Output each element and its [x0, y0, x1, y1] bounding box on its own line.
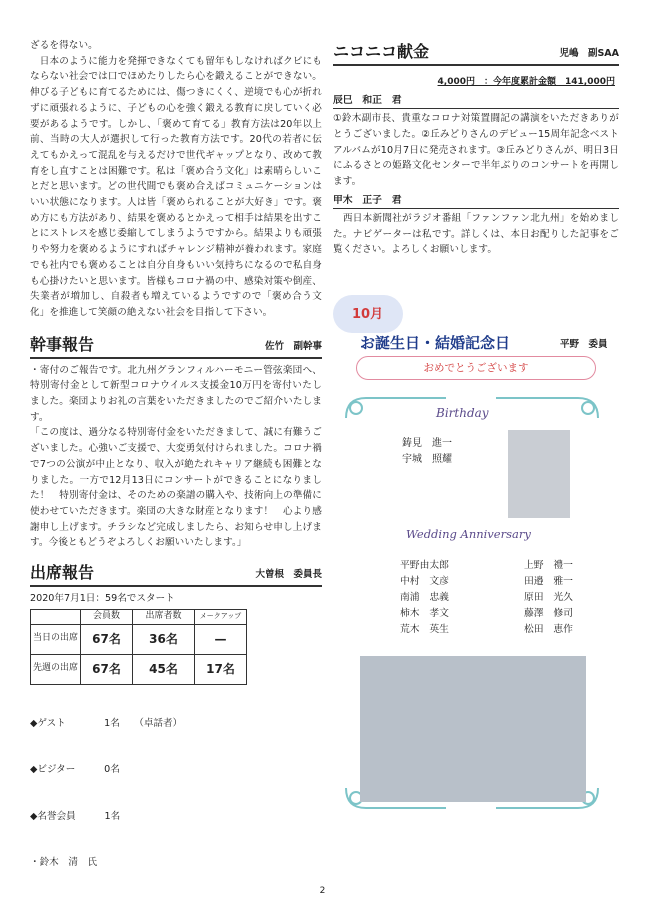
wedding-names-right — [524, 558, 573, 638]
birthday-photo — [508, 430, 570, 518]
attendance-notes — [30, 685, 322, 902]
table-cell: — — [195, 624, 247, 654]
wedding-name: 南浦 忠義 — [400, 592, 449, 603]
attendance-date: 2020年7月1日：59名でスタート — [30, 593, 175, 605]
niko-total: 4,000円 ：今年度累計金額 141,000円 — [437, 77, 615, 87]
table-header: 会員数 — [81, 609, 133, 624]
table-header-row — [31, 609, 247, 624]
table-cell: 当日の出席 — [31, 624, 81, 654]
birthday-label: Birthday — [436, 406, 489, 420]
birthday-names — [402, 436, 452, 468]
niko-title: ニコニコ献金 — [333, 42, 430, 61]
note-line: ◆ゲスト 1名 （卓話者） — [30, 717, 183, 729]
table-cell: 17名 — [195, 654, 247, 684]
note-line: ◆ビジター 0名 — [30, 764, 120, 776]
kanji-text — [30, 363, 322, 551]
kanji-header — [30, 335, 322, 359]
birthday-name: 宇城 照耀 — [402, 454, 452, 465]
table-cell: 先週の出席 — [31, 654, 81, 684]
attendance-author: 大曽根 委員長 — [255, 569, 322, 581]
essay-paragraph: 日本のように能力を発揮できなくても留年もしなければクビにもならない社会では口でほめたりしたら心を鍛えることができない。伸びる子どもに育てるためには、傷つきにくく、逆境でも心が折れずに頑張れるように、子どもの心を強く鍛える教育に戻していく必要があるようです。しかし、「褒めて育てる」教育方法は20年以上前、当時の大人が選択して行った教育方法です。20代の若者に伝えてもかえって混乱を与えるだけで世代ギャップとなり、改めて教育をし直すことは困難です。私は「褒め合う文化」は素晴らしいことだと思います。どの世代間でも褒め合えばコミュニケーションはいい状態になります。人は皆「褒められることが大好き」です。褒め方にも方法があり、結果を褒めるとかえって相手は結果を出すことにストレスを感じ委縮してしまうようですから。結果よりも頑張りや努力を褒めるようにすればチャレンジ精神が養われます。家庭でも社内でも褒めることは自分自身もいい気持ちになるので私自身も心掛けたいと思います。皆様もコロナ禍の中、感染対策や倒産、失業者が増加し、自殺者も増えているようですので「褒め合う文化」を推進して笑顔の絶えない社会を目指して下さい。 — [30, 55, 322, 318]
entry-name: 辰巳 和正 君 — [333, 94, 402, 106]
page-number: 2 — [319, 886, 326, 896]
table-cell: 45名 — [133, 654, 195, 684]
wedding-names-left — [400, 558, 449, 638]
attendance-section — [30, 563, 322, 901]
birthday-author: 平野 委員 — [560, 339, 608, 350]
birthday-title: お誕生日・結婚記念日 — [360, 334, 511, 352]
birthday-name: 鋳見 進一 — [402, 438, 452, 449]
table-cell: 36名 — [133, 624, 195, 654]
essay-text — [30, 38, 322, 321]
kanji-section — [30, 335, 322, 551]
attendance-header — [30, 563, 322, 587]
wedding-label: Wedding Anniversary — [406, 527, 531, 541]
niko-entry-text: 西日本新聞社がラジオ番組「ファンファン北九州」を始めました。ナビゲーターは私です。詳しくは、本日お配りした記事をご覧ください。よろしくお願いします。 — [333, 212, 619, 256]
note-line: ・鈴木 清 氏 — [30, 857, 98, 869]
wedding-name: 柿木 孝文 — [400, 608, 449, 619]
table-header — [31, 609, 81, 624]
niko-author: 児嶋 副SAA — [559, 48, 619, 60]
table-cell: 67名 — [81, 654, 133, 684]
niko-entry-name — [333, 193, 619, 209]
niko-entry-name — [333, 93, 619, 109]
celebration-frame — [336, 388, 608, 818]
entry-name: 甲木 正子 君 — [333, 194, 402, 206]
table-cell: 67名 — [81, 624, 133, 654]
wedding-name: 中村 文彦 — [400, 576, 449, 587]
greeting-banner: おめでとうございます — [356, 356, 596, 380]
table-header: 出席者数 — [133, 609, 195, 624]
wedding-name: 荒木 英生 — [400, 624, 449, 635]
table-row — [31, 654, 247, 684]
niko-header — [333, 42, 619, 66]
wedding-name: 松田 恵作 — [524, 624, 573, 635]
left-column — [30, 38, 322, 902]
right-column — [333, 38, 619, 258]
wedding-name: 田邉 雅一 — [524, 576, 573, 587]
wedding-name: 原田 光久 — [524, 592, 573, 603]
attendance-title: 出席報告 — [30, 563, 95, 583]
birthday-month: 10月 — [352, 307, 384, 322]
table-row — [31, 624, 247, 654]
note-line: ◆名誉会員 1名 — [30, 810, 121, 822]
kanji-title: 幹事報告 — [30, 334, 95, 354]
niko-entry-text: ①鈴木副市長、貴重なコロナ対策置闘記の講演をいただきありがとうございました。②丘みどりさんのデビュー15周年記念ベストアルバムが10月7日に発売されます。③丘みどりさんが、明日3日にふるさとの姫路文化センターで半年ぶりのコンサートを再開します。 — [333, 113, 619, 187]
essay-line-1: ざるを得ない。 — [30, 40, 98, 51]
wedding-photo — [360, 656, 586, 802]
kanji-paragraph-1: ・寄付のご報告です。北九州グランフィルハーモニー管弦楽団へ、特別寄付金として新型コロナウイルス支援金10万円を寄付いたしました。楽団よりお礼の言葉をいただきましたのでご紹介いたします。 — [30, 364, 322, 423]
wedding-name: 上野 禮一 — [524, 560, 573, 571]
kanji-author: 佐竹 副幹事 — [264, 340, 322, 352]
wedding-name: 平野由太郎 — [400, 560, 449, 571]
table-header: メークアップ — [195, 609, 247, 624]
wedding-name: 藤澤 修司 — [524, 608, 573, 619]
attendance-table — [30, 609, 247, 685]
kanji-paragraph-2: 「この度は、過分なる特別寄付金をいただきまして、誠に有難うございました。心強いご支援で、大変勇気付けられました。コロナ禍で7つの公演が中止となり、収入が絶たれキャリア継続も困難となりました。一方で12月13日にコンサートができることになりました！ 特別寄付金は、そのための楽譜の購入や、技術向上の準備に使わせていただきます。楽団の大きな財産となります！ 心より感謝申し上げます。チラシなど完成しましたら、お知らせ申し上げます。今後ともどうぞよろしくお願いいたします。」 — [30, 427, 322, 549]
